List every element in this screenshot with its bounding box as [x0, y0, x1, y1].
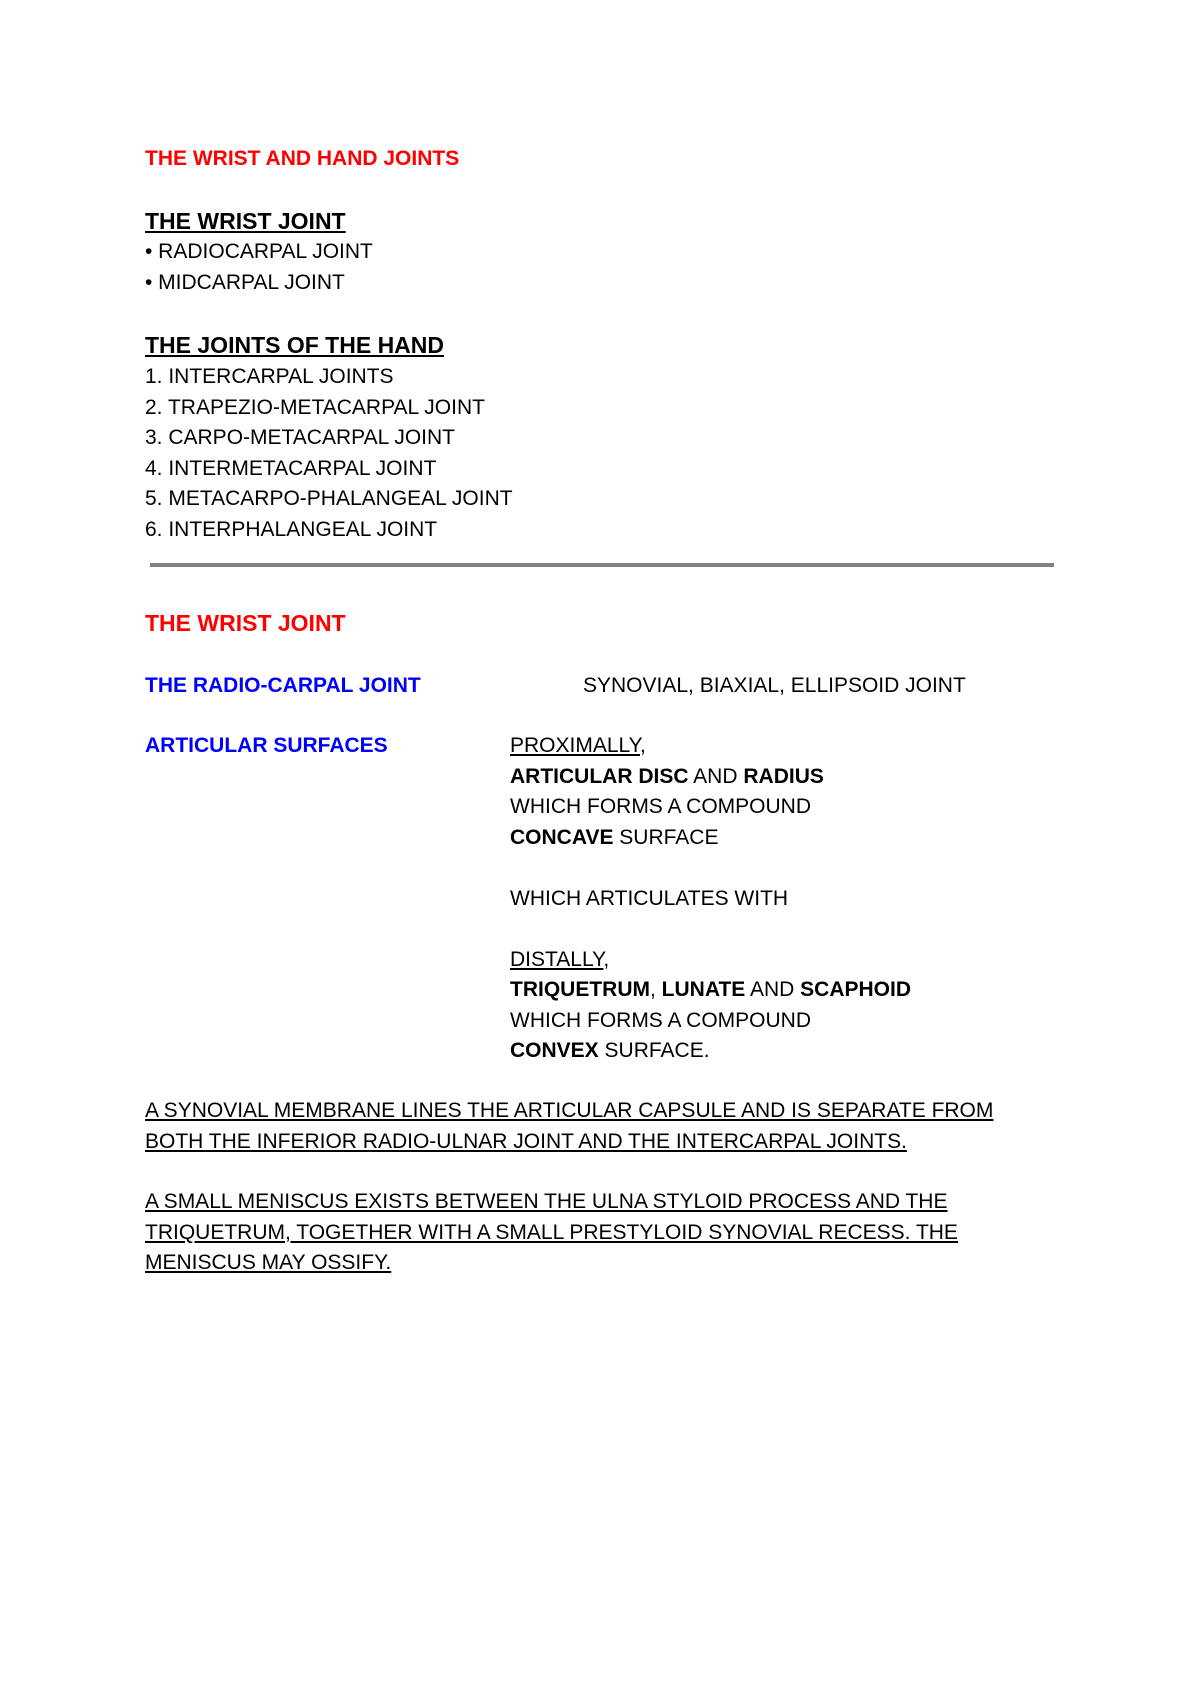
blank-line [510, 853, 911, 884]
radio-carpal-label: THE RADIO-CARPAL JOINT [145, 674, 421, 697]
distally-label: DISTALLY [510, 947, 604, 971]
comma-text: , [650, 978, 662, 1001]
concave-term: CONCAVE [510, 825, 614, 849]
list-item: 5. METACARPO-PHALANGEAL JOINT [145, 487, 513, 510]
convex-term: CONVEX [510, 1039, 599, 1062]
scaphoid-term: SCAPHOID [800, 978, 911, 1001]
surface-text: SURFACE [613, 825, 719, 849]
paragraph-line: MENISCUS MAY OSSIFY. [145, 1251, 392, 1274]
articular-disc-term: ARTICULAR DISC [510, 764, 689, 788]
surface-text: SURFACE. [598, 1039, 710, 1062]
carpal-bones-line [510, 975, 911, 1006]
articular-disc-line [510, 762, 911, 793]
forms-compound-line: WHICH FORMS A COMPOUND [510, 1008, 812, 1032]
comma: , [639, 734, 646, 757]
lunate-term: LUNATE [661, 978, 746, 1001]
paragraph-line: TRIQUETRUM, TOGETHER WITH A SMALL PRESTYLOID SYNOVIAL RECESS. THE [145, 1220, 958, 1244]
articular-surfaces-label: ARTICULAR SURFACES [145, 734, 388, 757]
triquetrum-term: TRIQUETRUM [510, 978, 650, 1001]
list-item: 3. CARPO-METACARPAL JOINT [145, 426, 455, 449]
section-divider [150, 563, 1054, 567]
paragraph-line: A SYNOVIAL MEMBRANE LINES THE ARTICULAR CAPSULE AND IS SEPARATE FROM [145, 1099, 994, 1122]
radio-carpal-description: SYNOVIAL, BIAXIAL, ELLIPSOID JOINT [583, 674, 966, 697]
wrist-joint-heading: THE WRIST JOINT [145, 208, 346, 234]
meniscus-paragraph [145, 1187, 1075, 1279]
articular-surfaces-detail [510, 731, 911, 1067]
proximally-line [510, 731, 911, 762]
list-item: • MIDCARPAL JOINT [145, 270, 345, 294]
hand-joints-list [145, 362, 513, 545]
concave-line [510, 823, 911, 854]
articulates-with-line: WHICH ARTICULATES WITH [510, 886, 789, 910]
synovial-membrane-paragraph [145, 1096, 1075, 1157]
distally-line [510, 945, 911, 976]
forms-compound-line: WHICH FORMS A COMPOUND [510, 795, 812, 818]
paragraph-line: BOTH THE INFERIOR RADIO-ULNAR JOINT AND THE INTERCARPAL JOINTS. [145, 1129, 907, 1153]
document-title: THE WRIST AND HAND JOINTS [145, 147, 460, 170]
radius-term: RADIUS [743, 764, 824, 788]
list-item: 1. INTERCARPAL JOINTS [145, 365, 394, 388]
convex-line [510, 1036, 911, 1067]
list-item: • RADIOCARPAL JOINT [145, 240, 373, 263]
and-text: AND [745, 978, 801, 1001]
hand-joints-heading: THE JOINTS OF THE HAND [145, 332, 445, 358]
blank-line [510, 914, 911, 945]
paragraph-line: A SMALL MENISCUS EXISTS BETWEEN THE ULNA STYLOID PROCESS AND THE [145, 1190, 948, 1213]
list-item: 4. INTERMETACARPAL JOINT [145, 456, 437, 480]
list-item: 6. INTERPHALANGEAL JOINT [145, 517, 438, 541]
comma: , [603, 947, 610, 971]
and-text: AND [688, 764, 744, 788]
list-item: 2. TRAPEZIO-METACARPAL JOINT [145, 395, 485, 419]
wrist-joint-title: THE WRIST JOINT [145, 610, 346, 636]
wrist-list [145, 237, 373, 298]
proximally-label: PROXIMALLY [510, 734, 640, 757]
